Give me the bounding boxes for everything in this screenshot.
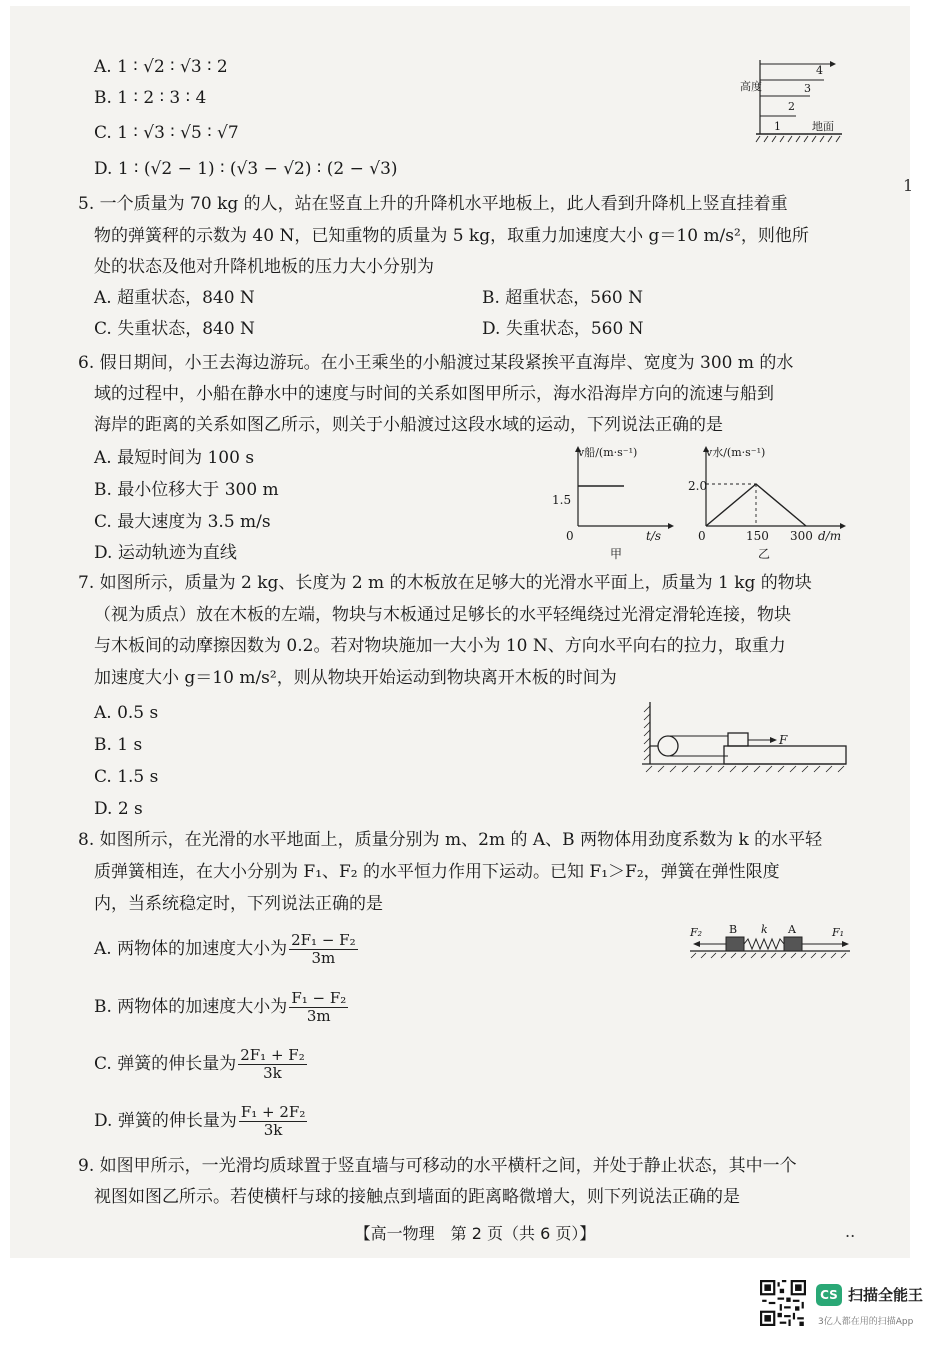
- q5-option-a[interactable]: A. 超重状态，840 N: [94, 288, 255, 308]
- q8-option-a[interactable]: [94, 932, 358, 967]
- q8-option-c-numerator: 2F₁ + F₂: [240, 1046, 305, 1064]
- q7-stem-line2: （视为质点）放在木板的左端，物块与木板通过足够长的水平轻绳绕过光滑定滑轮连接，物块: [94, 605, 791, 625]
- q8-option-d-numerator: F₁ + 2F₂: [240, 1103, 306, 1121]
- q7-stem-line3: 与木板间的动摩擦因数为 0.2。若对物块施加一大小为 10 N、方向水平向右的拉力，取重力: [94, 636, 786, 656]
- q8-spring-blocks-figure: [686, 918, 856, 962]
- q4-mark-1: 1: [774, 120, 781, 133]
- scanner-tagline: 3亿人都在用的扫描App: [818, 1317, 914, 1327]
- q8-b-label: B: [729, 923, 738, 936]
- q6-jia-ytick: 1.5: [552, 493, 572, 507]
- q4-option-b[interactable]: B. 1 ∶ 2 ∶ 3 ∶ 4: [94, 88, 207, 108]
- q5-option-d[interactable]: D. 失重状态，560 N: [482, 319, 644, 339]
- q8-option-d-fraction: [239, 1104, 308, 1139]
- q8-option-b-denominator: 3m: [306, 1007, 331, 1025]
- q8-option-d-text: D. 弹簧的伸长量为: [94, 1111, 237, 1131]
- q4-option-d[interactable]: D. 1 ∶ (√2 − 1) ∶ (√3 − √2) ∶ (2 − √3): [94, 159, 398, 179]
- q6-yi-origin: 0: [698, 529, 706, 543]
- q8-option-b-fraction: [289, 990, 348, 1025]
- q6-jia-caption: 甲: [610, 547, 623, 561]
- q4-option-a[interactable]: A. 1 ∶ √2 ∶ √3 ∶ 2: [94, 57, 228, 77]
- q8-a-label: A: [788, 923, 796, 936]
- q6-stem-line2: 域的过程中，小船在静水中的速度与时间的关系如图甲所示，海水沿海岸方向的流速与船到: [94, 384, 774, 404]
- q7-force-label: F: [779, 733, 788, 747]
- q8-option-d[interactable]: [94, 1104, 307, 1139]
- footer-dots: ..: [845, 1222, 856, 1241]
- q5-stem-line2: 物的弹簧秤的示数为 40 N，已知重物的质量为 5 kg，取重力加速度大小 g＝10 m/s²，则他所: [94, 226, 809, 246]
- scanner-brand-name: 扫描全能王: [848, 1286, 924, 1304]
- q4-option-c[interactable]: C. 1 ∶ √3 ∶ √5 ∶ √7: [94, 123, 239, 143]
- q4-height-label: 高度: [740, 80, 762, 93]
- q6-jia-ylabel: v船/(m·s⁻¹): [578, 446, 638, 459]
- q8-option-a-text: A. 两物体的加速度大小为: [94, 939, 288, 959]
- q8-k-label: k: [761, 923, 768, 936]
- q7-stem-line4: 加速度大小 g＝10 m/s²，则从物块开始运动到物块离开木板的时间为: [94, 668, 617, 688]
- q7-option-d[interactable]: D. 2 s: [94, 799, 143, 819]
- q9-stem-line2: 视图如图乙所示。若使横杆与球的接触点到墙面的距离略微增大，则下列说法正确的是: [94, 1187, 740, 1207]
- scanner-watermark: [760, 1278, 940, 1338]
- q6-yi-caption: 乙: [758, 547, 771, 561]
- cs-logo-icon: CS: [816, 1284, 842, 1306]
- q4-ground-label: 地面: [812, 120, 834, 133]
- q8-f1-label: F₁: [832, 926, 845, 939]
- q6-yi-xtick-300: 300: [790, 529, 813, 543]
- q4-mark-3: 3: [804, 82, 811, 95]
- q8-option-b-numerator: F₁ − F₂: [291, 989, 347, 1007]
- q8-option-a-fraction: [289, 932, 358, 967]
- q5-option-c[interactable]: C. 失重状态，840 N: [94, 319, 255, 339]
- q6-jia-xlabel: t/s: [646, 529, 662, 543]
- q8-option-c-text: C. 弹簧的伸长量为: [94, 1054, 237, 1074]
- q6-chart-yi: [690, 440, 860, 560]
- q6-yi-ytick: 2.0: [688, 479, 708, 493]
- q8-option-c-fraction: [238, 1047, 307, 1082]
- q7-stem-line1: 7. 如图所示，质量为 2 kg、长度为 2 m 的木板放在足够大的光滑水平面上，质量为 1 kg 的物块: [78, 573, 812, 593]
- q6-yi-xlabel: d/m: [818, 529, 842, 543]
- q6-chart-jia: [548, 440, 678, 560]
- q7-board-pulley-figure: [640, 700, 850, 775]
- q8-option-d-denominator: 3k: [263, 1121, 283, 1139]
- q6-stem-line1: 6. 假日期间，小王去海边游玩。在小王乘坐的小船渡过某段紧挨平直海岸、宽度为 300 m 的水: [78, 353, 794, 373]
- qr-code-icon: [760, 1280, 806, 1326]
- q7-option-a[interactable]: A. 0.5 s: [94, 703, 159, 723]
- q5-stem-line3: 处的状态及他对升降机地板的压力大小分别为: [94, 257, 434, 277]
- q8-stem-line3: 内，当系统稳定时，下列说法正确的是: [94, 894, 383, 914]
- q6-yi-xtick-150: 150: [746, 529, 769, 543]
- q7-option-b[interactable]: B. 1 s: [94, 735, 143, 755]
- q6-option-b[interactable]: B. 最小位移大于 300 m: [94, 480, 279, 500]
- q6-yi-ylabel: v水/(m·s⁻¹): [706, 446, 766, 459]
- q9-stem-line1: 9. 如图甲所示，一光滑均质球置于竖直墙与可移动的水平横杆之间，并处于静止状态，其中一个: [78, 1156, 797, 1176]
- q8-stem-line1: 8. 如图所示，在光滑的水平地面上，质量分别为 m、2m 的 A、B 两物体用劲度系数为 k 的水平轻: [78, 830, 823, 850]
- q5-stem-line1: 5. 一个质量为 70 kg 的人，站在竖直上升的升降机水平地板上，此人看到升降机上竖直挂着重: [78, 194, 788, 214]
- q6-stem-line3: 海岸的距离的关系如图乙所示，则关于小船渡过这段水域的运动，下列说法正确的是: [94, 415, 723, 435]
- page-footer: 【高一物理 第 2 页（共 6 页）】: [354, 1224, 596, 1243]
- q8-stem-line2: 质弹簧相连，在大小分别为 F₁、F₂ 的水平恒力作用下运动。已知 F₁＞F₂，弹簧在弹性限度: [94, 862, 780, 882]
- q8-option-c[interactable]: [94, 1047, 307, 1082]
- q6-option-c[interactable]: C. 最大速度为 3.5 m/s: [94, 512, 271, 532]
- q6-option-a[interactable]: A. 最短时间为 100 s: [94, 448, 255, 468]
- q6-jia-origin: 0: [566, 529, 574, 543]
- q5-option-b[interactable]: B. 超重状态，560 N: [482, 288, 644, 308]
- edge-mark: 1: [903, 176, 914, 195]
- q8-option-a-denominator: 3m: [311, 949, 336, 967]
- q7-option-c[interactable]: C. 1.5 s: [94, 767, 159, 787]
- q8-option-a-numerator: 2F₁ − F₂: [291, 931, 356, 949]
- q6-option-d[interactable]: D. 运动轨迹为直线: [94, 543, 237, 563]
- q8-option-c-denominator: 3k: [263, 1064, 282, 1082]
- q8-option-b[interactable]: [94, 990, 348, 1025]
- q8-f2-label: F₂: [690, 926, 703, 939]
- q8-option-b-text: B. 两物体的加速度大小为: [94, 997, 288, 1017]
- q4-mark-2: 2: [788, 100, 795, 113]
- q4-mark-4: 4: [816, 64, 823, 77]
- q4-height-figure: [738, 56, 850, 146]
